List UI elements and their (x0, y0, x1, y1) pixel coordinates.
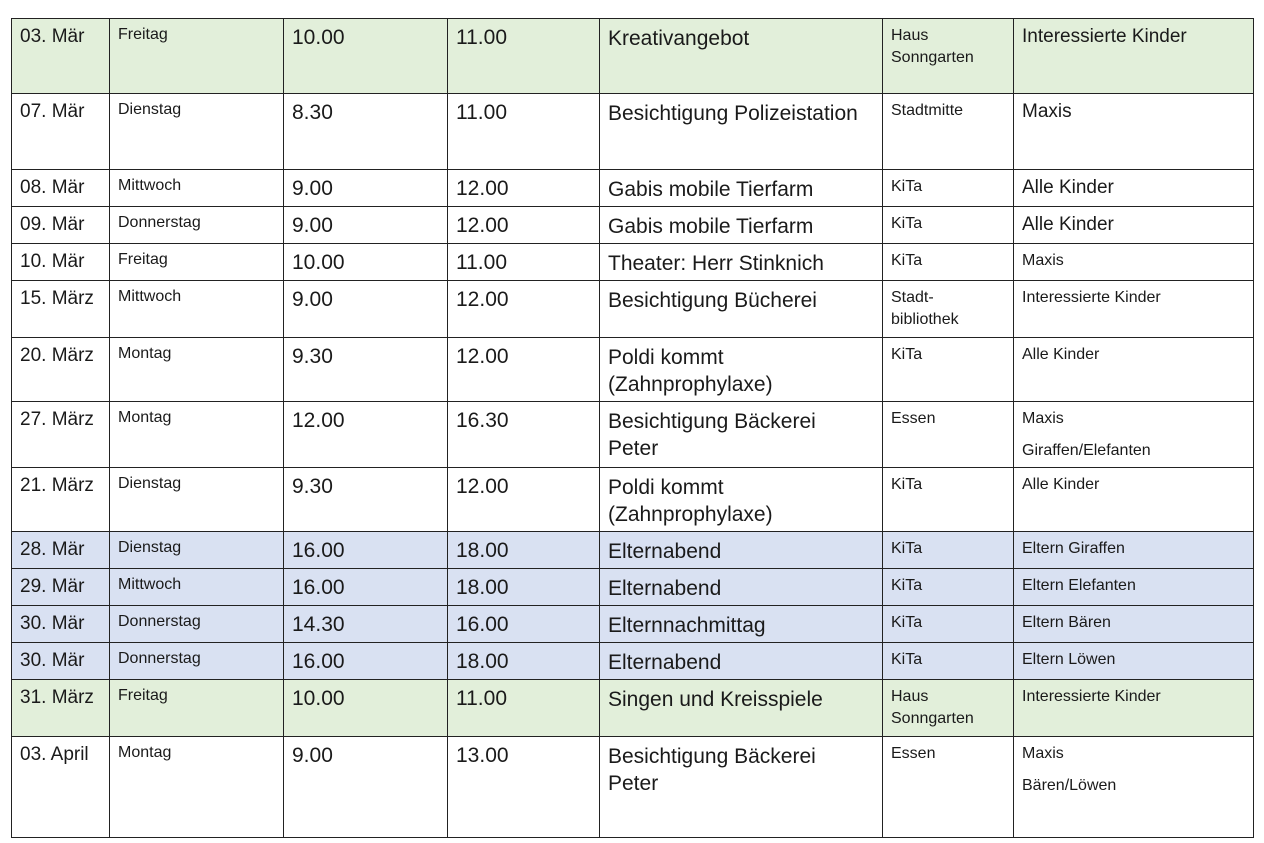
date-cell (12, 569, 110, 606)
event-cell-text: Gabis mobile Tierfarm (608, 215, 814, 238)
start-time-cell (284, 281, 448, 338)
end-time-cell-text: 12.00 (456, 177, 509, 200)
weekday-cell-text: Donnerstag (118, 214, 201, 231)
location-cell (883, 737, 1014, 838)
event-cell (600, 468, 883, 532)
location-cell (883, 170, 1014, 207)
start-time-cell (284, 737, 448, 838)
event-cell-text: Besichtigung Bücherei (608, 289, 817, 312)
location-cell-text: KiTa (891, 651, 923, 668)
end-time-cell-text: 18.00 (456, 576, 509, 599)
event-cell-text: Besichtigung Bäckerei Peter (608, 745, 816, 795)
end-time-cell-text: 11.00 (456, 687, 507, 710)
audience-cell (1014, 19, 1254, 94)
start-time-cell (284, 569, 448, 606)
location-cell-text: KiTa (891, 577, 923, 594)
weekday-cell-text: Montag (118, 744, 172, 761)
end-time-cell (448, 19, 600, 94)
start-time-cell-text: 10.00 (292, 26, 345, 49)
event-cell (600, 402, 883, 468)
event-cell (600, 737, 883, 838)
event-cell-text: Elternabend (608, 540, 722, 563)
location-cell (883, 606, 1014, 643)
location-cell-text: Stadtmitte (891, 102, 964, 119)
audience-cell (1014, 680, 1254, 737)
audience-cell-text: Alle Kinder (1022, 476, 1100, 493)
event-cell (600, 569, 883, 606)
start-time-cell-text: 9.00 (292, 177, 333, 200)
end-time-cell-text: 18.00 (456, 539, 509, 562)
weekday-cell (110, 643, 284, 680)
event-cell (600, 338, 883, 402)
event-cell (600, 643, 883, 680)
audience-cell-text: Eltern Giraffen (1022, 540, 1125, 557)
date-cell-text: 20. März (20, 345, 94, 366)
event-cell-text: Poldi kommt (Zahnprophylaxe) (608, 476, 773, 526)
event-cell-text: Kreativangebot (608, 27, 750, 50)
weekday-cell (110, 207, 284, 244)
date-cell-text: 08. Mär (20, 177, 85, 198)
date-cell (12, 402, 110, 468)
weekday-cell-text: Freitag (118, 26, 168, 43)
end-time-cell (448, 680, 600, 737)
audience-cell-text: Eltern Löwen (1022, 651, 1116, 668)
event-cell-text: Elternnachmittag (608, 614, 766, 637)
location-cell-text: Stadt- bibliothek (891, 289, 959, 328)
location-cell (883, 680, 1014, 737)
location-cell (883, 281, 1014, 338)
end-time-cell (448, 94, 600, 170)
date-cell (12, 281, 110, 338)
date-cell (12, 468, 110, 532)
location-cell (883, 244, 1014, 281)
audience-cell-text: Interessierte Kinder (1022, 289, 1161, 306)
start-time-cell (284, 94, 448, 170)
date-cell (12, 244, 110, 281)
event-cell (600, 606, 883, 643)
location-cell (883, 643, 1014, 680)
date-cell-text: 10. Mär (20, 251, 85, 272)
table-row (12, 569, 1254, 606)
table-row (12, 244, 1254, 281)
date-cell-text: 29. Mär (20, 576, 85, 597)
end-time-cell (448, 170, 600, 207)
start-time-cell-text: 9.30 (292, 475, 333, 498)
start-time-cell-text: 16.00 (292, 650, 345, 673)
end-time-cell (448, 532, 600, 569)
event-cell-text: Singen und Kreisspiele (608, 688, 823, 711)
date-cell-text: 07. Mär (20, 101, 85, 122)
audience-cell (1014, 606, 1254, 643)
end-time-cell-text: 12.00 (456, 475, 509, 498)
date-cell (12, 338, 110, 402)
audience-cell (1014, 643, 1254, 680)
location-cell (883, 569, 1014, 606)
start-time-cell (284, 643, 448, 680)
table-row (12, 606, 1254, 643)
start-time-cell-text: 8.30 (292, 101, 333, 124)
date-cell (12, 680, 110, 737)
weekday-cell (110, 338, 284, 402)
event-cell-text: Gabis mobile Tierfarm (608, 178, 814, 201)
end-time-cell (448, 207, 600, 244)
location-cell (883, 94, 1014, 170)
event-cell-text: Poldi kommt (Zahnprophylaxe) (608, 346, 773, 396)
end-time-cell-text: 13.00 (456, 744, 509, 767)
location-cell (883, 532, 1014, 569)
weekday-cell (110, 281, 284, 338)
weekday-cell-text: Donnerstag (118, 613, 201, 630)
weekday-cell (110, 737, 284, 838)
audience-cell (1014, 338, 1254, 402)
event-cell (600, 532, 883, 569)
audience-cell (1014, 170, 1254, 207)
audience-cell (1014, 281, 1254, 338)
weekday-cell (110, 170, 284, 207)
date-cell (12, 532, 110, 569)
weekday-cell-text: Dienstag (118, 101, 182, 118)
event-cell (600, 207, 883, 244)
table-row (12, 680, 1254, 737)
end-time-cell (448, 338, 600, 402)
start-time-cell (284, 244, 448, 281)
location-cell-text: KiTa (891, 215, 923, 232)
audience-cell-text: Interessierte Kinder (1022, 688, 1161, 705)
table-row (12, 402, 1254, 468)
table-row (12, 643, 1254, 680)
weekday-cell-text: Dienstag (118, 539, 182, 556)
table-row (12, 338, 1254, 402)
audience-cell (1014, 532, 1254, 569)
start-time-cell (284, 207, 448, 244)
event-cell-text: Elternabend (608, 577, 722, 600)
event-cell-text: Theater: Herr Stinknich (608, 252, 824, 275)
end-time-cell-text: 11.00 (456, 251, 507, 274)
start-time-cell-text: 14.30 (292, 613, 345, 636)
start-time-cell-text: 16.00 (292, 576, 345, 599)
date-cell-text: 27. März (20, 409, 94, 430)
end-time-cell-text: 12.00 (456, 345, 509, 368)
date-cell-text: 03. Mär (20, 26, 85, 47)
location-cell-text: Essen (891, 745, 936, 762)
date-cell-text: 30. Mär (20, 650, 85, 671)
audience-cell-text: Maxis (1022, 252, 1064, 269)
audience-cell-text: Eltern Bären (1022, 614, 1111, 631)
location-cell (883, 338, 1014, 402)
start-time-cell-text: 9.30 (292, 345, 333, 368)
start-time-cell-text: 10.00 (292, 687, 345, 710)
end-time-cell-text: 11.00 (456, 101, 507, 124)
end-time-cell (448, 402, 600, 468)
start-time-cell (284, 468, 448, 532)
location-cell (883, 402, 1014, 468)
weekday-cell-text: Dienstag (118, 475, 182, 492)
start-time-cell-text: 9.00 (292, 214, 333, 237)
weekday-cell-text: Mittwoch (118, 288, 182, 305)
date-cell (12, 170, 110, 207)
start-time-cell-text: 9.00 (292, 744, 333, 767)
start-time-cell (284, 680, 448, 737)
weekday-cell (110, 468, 284, 532)
date-cell (12, 643, 110, 680)
end-time-cell (448, 643, 600, 680)
end-time-cell-text: 12.00 (456, 288, 509, 311)
date-cell (12, 94, 110, 170)
weekday-cell-text: Montag (118, 345, 172, 362)
location-cell-text: KiTa (891, 252, 923, 269)
audience-cell-text: Alle Kinder (1022, 214, 1114, 235)
end-time-cell-text: 16.30 (456, 409, 509, 432)
table-row (12, 207, 1254, 244)
date-cell-text: 30. Mär (20, 613, 85, 634)
event-cell (600, 281, 883, 338)
date-cell-text: 21. März (20, 475, 94, 496)
date-cell-text: 15. März (20, 288, 94, 309)
end-time-cell (448, 244, 600, 281)
event-cell (600, 680, 883, 737)
end-time-cell (448, 606, 600, 643)
audience-cell-text: Maxis (1022, 101, 1072, 122)
audience-cell (1014, 244, 1254, 281)
event-schedule-table (11, 18, 1254, 838)
location-cell-text: Haus Sonngarten (891, 688, 974, 727)
date-cell (12, 19, 110, 94)
location-cell-text: KiTa (891, 476, 923, 493)
start-time-cell (284, 606, 448, 643)
end-time-cell-text: 18.00 (456, 650, 509, 673)
start-time-cell-text: 9.00 (292, 288, 333, 311)
date-cell (12, 207, 110, 244)
location-cell-text: KiTa (891, 346, 923, 363)
weekday-cell-text: Freitag (118, 687, 168, 704)
date-cell-text: 09. Mär (20, 214, 85, 235)
audience-cell (1014, 569, 1254, 606)
event-cell-text: Besichtigung Polizeistation (608, 102, 858, 125)
location-cell (883, 468, 1014, 532)
start-time-cell (284, 19, 448, 94)
start-time-cell-text: 12.00 (292, 409, 345, 432)
event-cell (600, 94, 883, 170)
audience-cell (1014, 94, 1254, 170)
weekday-cell-text: Mittwoch (118, 177, 182, 194)
end-time-cell (448, 468, 600, 532)
weekday-cell (110, 606, 284, 643)
location-cell-text: KiTa (891, 178, 923, 195)
event-cell-text: Besichtigung Bäckerei Peter (608, 410, 816, 460)
end-time-cell-text: 12.00 (456, 214, 509, 237)
end-time-cell (448, 281, 600, 338)
weekday-cell-text: Mittwoch (118, 576, 182, 593)
event-cell (600, 19, 883, 94)
start-time-cell (284, 170, 448, 207)
start-time-cell (284, 338, 448, 402)
location-cell-text: KiTa (891, 540, 923, 557)
location-cell (883, 207, 1014, 244)
location-cell-text: Essen (891, 410, 936, 427)
weekday-cell (110, 532, 284, 569)
end-time-cell (448, 569, 600, 606)
start-time-cell (284, 402, 448, 468)
weekday-cell-text: Donnerstag (118, 650, 201, 667)
date-cell-text: 31. März (20, 687, 94, 708)
table-row (12, 281, 1254, 338)
date-cell-text: 28. Mär (20, 539, 85, 560)
end-time-cell-text: 11.00 (456, 26, 507, 49)
weekday-cell (110, 402, 284, 468)
weekday-cell (110, 569, 284, 606)
audience-cell (1014, 737, 1254, 838)
start-time-cell-text: 16.00 (292, 539, 345, 562)
audience-cell-text: Maxis Bären/Löwen (1022, 745, 1117, 794)
end-time-cell-text: 16.00 (456, 613, 509, 636)
date-cell (12, 606, 110, 643)
audience-cell-text: Maxis Giraffen/Elefanten (1022, 410, 1151, 459)
table-row (12, 170, 1254, 207)
audience-cell-text: Alle Kinder (1022, 177, 1114, 198)
location-cell (883, 19, 1014, 94)
date-cell-text: 03. April (20, 744, 89, 765)
table-row (12, 94, 1254, 170)
table-row (12, 532, 1254, 569)
table-row (12, 737, 1254, 838)
audience-cell (1014, 468, 1254, 532)
end-time-cell (448, 737, 600, 838)
start-time-cell-text: 10.00 (292, 251, 345, 274)
audience-cell (1014, 207, 1254, 244)
location-cell-text: Haus Sonngarten (891, 27, 974, 66)
table-row (12, 468, 1254, 532)
event-cell-text: Elternabend (608, 651, 722, 674)
weekday-cell (110, 244, 284, 281)
date-cell (12, 737, 110, 838)
weekday-cell (110, 680, 284, 737)
weekday-cell-text: Freitag (118, 251, 168, 268)
audience-cell-text: Eltern Elefanten (1022, 577, 1136, 594)
audience-cell-text: Alle Kinder (1022, 346, 1100, 363)
weekday-cell (110, 94, 284, 170)
location-cell-text: KiTa (891, 614, 923, 631)
event-cell (600, 170, 883, 207)
table-row (12, 19, 1254, 94)
weekday-cell-text: Montag (118, 409, 172, 426)
audience-cell (1014, 402, 1254, 468)
weekday-cell (110, 19, 284, 94)
event-cell (600, 244, 883, 281)
audience-cell-text: Interessierte Kinder (1022, 26, 1187, 47)
start-time-cell (284, 532, 448, 569)
